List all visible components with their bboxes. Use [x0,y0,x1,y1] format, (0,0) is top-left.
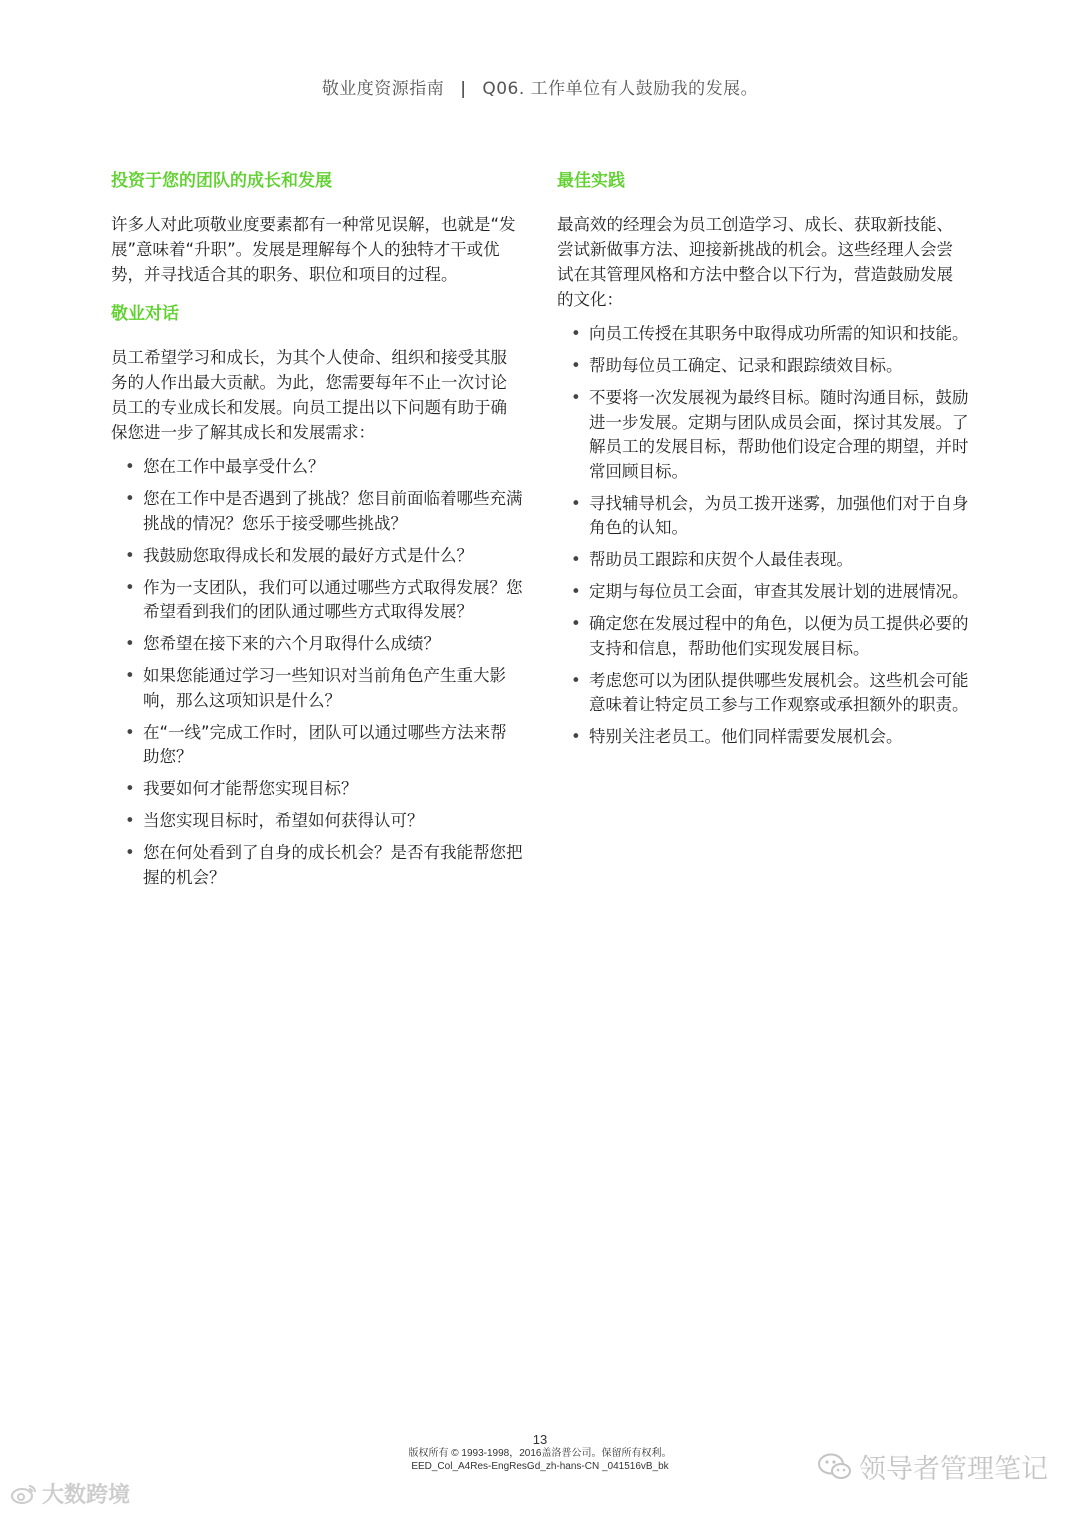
question-list [111,455,523,890]
best-practices-paragraph: 最高效的经理会为员工创造学习、成长、获取新技能、尝试新做事方法、迎接新挑战的机会。这些经理人会尝试在其管理风格和方法中整合以下行为，营造鼓励发展的文化： [557,215,953,309]
list-item: • 考虑您可以为团队提供哪些发展机会。这些机会可能意味着让特定员工参与工作观察或承担额外的职责。 [571,670,969,714]
bullet-icon: • [125,811,135,830]
list-item: • 您在何处看到了自身的成长机会？是否有我能帮您把握的机会？ [125,843,523,887]
list-item: • 在“一线”完成工作时，团队可以通过哪些方法来帮助您？ [125,722,507,766]
section-title-invest: 投资于您的团队的成长和发展 [111,171,332,191]
page-header [0,74,1080,99]
bullet-icon: • [125,489,135,508]
bullet-icon: • [571,493,581,513]
document-code: EED_Col_A4Res-EngResGd_zh-hans-CN _041516vB_bk [411,1461,669,1472]
list-item: • 作为一支团队，我们可以通过哪些方式取得发展？您希望看到我们的团队通过哪些方式取得发展？ [125,577,523,621]
list-item: • 不要将一次发展视为最终目标。随时沟通目标，鼓励进一步发展。定期与团队成员会面，探讨其发展。了解员工的发展目标，帮助他们设定合理的期望，并时常回顾目标。 [571,388,969,481]
engagement-paragraph: 员工希望学习和成长，为其个人使命、组织和接受其服务的人作出最大贡献。为此，您需要每年不止一次讨论员工的专业成长和发展。向员工提出以下问题有助于确保您进一步了解其成长和发展需求： [111,348,507,442]
list-item: • 如果您能通过学习一些知识对当前角色产生重大影响，那么这项知识是什么？ [125,666,506,710]
bullet-icon: • [125,779,135,798]
list-item: • 寻找辅导机会，为员工拨开迷雾，加强他们对于自身角色的认知。 [571,493,969,537]
list-item: • 特别关注老员工。他们同样需要发展机会。 [557,725,969,750]
wechat-icon [817,1452,853,1482]
invest-paragraph: 许多人对此项敬业度要素都有一种常见误解，也就是“发展”意味着“升职”。发展是理解每个人的独特才干或优势，并寻找适合其的职务、职位和项目的过程。 [111,215,516,284]
page-number: 13 [532,1432,548,1447]
list-item: • 当您实现目标时，希望如何获得认可？ [111,809,523,834]
list-item: • 您希望在接下来的六个月取得什么成绩？ [111,632,523,657]
bullet-icon: • [125,545,135,565]
list-item: • 向员工传授在其职务中取得成功所需的知识和技能。 [557,322,969,347]
right-column [557,168,969,757]
bullet-icon: • [571,582,581,601]
list-item: • 帮助每位员工确定、记录和跟踪绩效目标。 [557,354,969,379]
list-item: • 定期与每位员工会面，审查其发展计划的进展情况。 [557,580,969,605]
watermark-right-text: 领导者管理笔记 [859,1454,1048,1485]
left-column [111,168,523,898]
bullet-icon: • [125,577,135,597]
watermark-left-text: 大数跨境 [42,1483,131,1508]
guide-title: 敬业度资源指南 [321,79,445,99]
bullet-icon: • [125,843,135,862]
question-title: Q06. 工作单位有人鼓励我的发展。 [482,79,759,99]
watermark-left [10,1478,130,1509]
bullet-icon: • [571,550,581,569]
bullet-icon: • [571,727,581,746]
list-item: • 我要如何才能帮您实现目标？ [111,777,523,802]
header-separator: | [460,79,467,99]
bullet-icon: • [571,356,581,375]
list-item: • 我鼓励您取得成长和发展的最好方式是什么？ [111,544,523,569]
bullet-icon: • [571,388,581,407]
section-title-engagement-talk: 敬业对话 [111,304,179,324]
list-item: • 确定您在发展过程中的角色，以便为员工提供必要的支持和信息，帮助他们实现发展目标。 [571,614,969,658]
bullet-icon: • [571,324,581,343]
practice-list [557,322,969,750]
list-item: • 帮助员工跟踪和庆贺个人最佳表现。 [557,548,969,573]
bullet-icon: • [125,634,135,653]
bullet-icon: • [125,666,135,685]
list-item: • 您在工作中最享受什么？ [111,455,523,480]
bullet-icon: • [125,457,135,476]
bullet-icon: • [571,614,581,633]
copyright-notice: 版权所有 © 1993-1998，2016盖洛普公司。保留所有权利。 [408,1448,672,1459]
list-item: • 您在工作中是否遇到了挑战？您目前面临着哪些充满挑战的情况？您乐于接受哪些挑战？ [125,489,523,533]
section-title-best-practices: 最佳实践 [557,171,625,191]
bullet-icon: • [571,670,581,690]
bullet-icon: • [125,722,135,742]
watermark-right [817,1447,1048,1486]
weibo-icon [10,1483,38,1505]
